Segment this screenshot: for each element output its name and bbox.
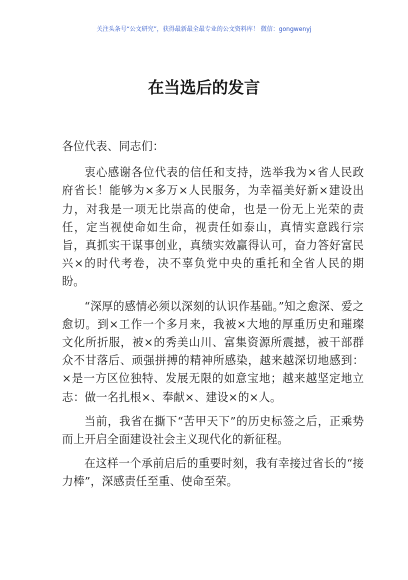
paragraph-2: “深厚的感情必须以深刻的认识作基础。”知之愈深、爱之愈切。到×工作一个多月来，我被×大地的厚重历史和璀璨文化所折服，被×的秀美山川、富集资源所震撼，被干部群众不甘落后、顽强拼搏的精神所感染，越来越深切地感到：×是一方区位独特、发展无限的如意宝地；越来越坚定地立志：做一名扎根×、奉献×、建设×的×人。 — [62, 299, 364, 404]
salutation: 各位代表、同志们： — [62, 140, 165, 153]
paragraph-4: 在这样一个承前启后的重要时刻，我有幸接过省长的“接力棒”，深感责任至重、使命至荣。 — [62, 457, 364, 489]
header-promo-note: 关注头条号“公文研究”，获得最新最全最专业的公文资料库！ 微信：gongwenyj — [96, 26, 312, 33]
paragraph-3: 当前，我省在撕下“苦甲天下”的历史标签之后，正乘势而上开启全面建设社会主义现代化的新征程。 — [62, 414, 364, 447]
document-body — [62, 138, 364, 498]
document-title: 在当选后的发言 — [147, 78, 260, 97]
paragraph-1: 衷心感谢各位代表的信任和支持，选举我为×省人民政府省长！能够为×多万×人民服务，为幸福美好新×建设出力，对我是一项无比崇高的使命，也是一份无上光荣的责任，定当视使命如生命，视责任如泰山，真情实意践行宗旨，真抓实干谋事创业，真绩实效赢得认可，奋力答好富民兴×的时代考卷，决不辜负党中央的重托和全省人民的期盼。 — [62, 166, 364, 289]
